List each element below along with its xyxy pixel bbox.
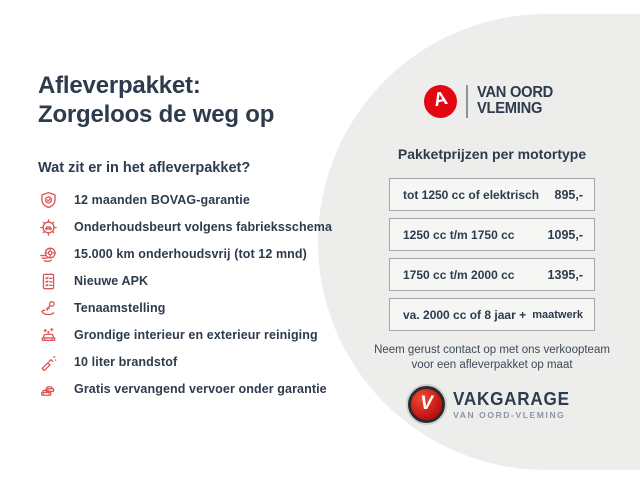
engine-type-label: va. 2000 cc of 8 jaar + [403, 307, 527, 322]
list-item-label: Onderhoudsbeurt volgens fabrieksschema [74, 220, 333, 235]
key-handover-icon [38, 298, 59, 319]
engine-type-label: tot 1250 cc of elektrisch [403, 187, 540, 202]
brand-monogram: A [431, 87, 450, 112]
engine-type-label: 1250 cc t/m 1750 cc [403, 227, 515, 242]
list-item-label: Gratis vervangend vervoer onder garantie [74, 382, 327, 397]
list-item-label: 10 liter brandstof [74, 355, 178, 370]
vakgarage-v-icon [408, 386, 445, 423]
table-row [389, 258, 595, 291]
price-value: 1095,- [547, 227, 583, 242]
list-item [38, 298, 332, 319]
page-title-line2: Zorgeloos de weg op [38, 101, 275, 128]
price-value: 895,- [554, 187, 583, 202]
wheel-mileage-icon [38, 244, 59, 265]
list-item [38, 190, 332, 211]
list-item [38, 352, 332, 373]
page-title-line1: Afleverpakket: [38, 72, 201, 99]
vakgarage-name: VAKGARAGE [453, 388, 570, 409]
table-row [389, 218, 595, 251]
vakgarage-logo [389, 386, 595, 423]
brand-a-icon [424, 85, 457, 118]
list-item [38, 379, 332, 400]
checklist-heading: Wat zit er in het afleverpakket? [38, 160, 251, 176]
list-item [38, 217, 332, 238]
shield-check-icon [38, 190, 59, 211]
list-item [38, 325, 332, 346]
vakgarage-text [453, 390, 576, 420]
apk-checklist-icon [38, 271, 59, 292]
logo-divider [466, 85, 468, 118]
vakgarage-monogram: V [420, 392, 433, 414]
service-gear-car-icon [38, 217, 59, 238]
list-item [38, 271, 332, 292]
list-item-label: 15.000 km onderhoudsvrij (tot 12 mnd) [74, 247, 307, 262]
checklist [38, 190, 332, 400]
list-item-label: 12 maanden BOVAG-garantie [74, 193, 250, 208]
contact-note [369, 343, 615, 373]
van-oord-vleming-logo [389, 84, 595, 118]
engine-type-label: 1750 cc t/m 2000 cc [403, 267, 515, 282]
page-title [38, 71, 358, 129]
list-item-label: Tenaamstelling [74, 301, 166, 316]
price-value: 1395,- [547, 267, 583, 282]
list-item-label: Grondige interieur en exterieur reiniging [74, 328, 318, 343]
list-item-label: Nieuwe APK [74, 274, 149, 289]
table-row [389, 178, 595, 211]
price-table [389, 178, 595, 338]
price-value: maatwerk [532, 308, 583, 321]
replacement-cars-icon [38, 379, 59, 400]
car-cleaning-icon [38, 325, 59, 346]
list-item [38, 244, 332, 265]
fuel-pump-icon [38, 352, 59, 373]
contact-note-line1: Neem gerust contact op met ons verkoopteam [374, 344, 610, 356]
vakgarage-subtitle: VAN OORD-VLEMING [453, 409, 566, 420]
table-row [389, 298, 595, 331]
brand-name [477, 85, 553, 117]
brand-name-line1: VAN OORD [477, 84, 554, 101]
contact-note-line2: voor een afleverpakket op maat [411, 359, 573, 371]
brand-name-line2: VLEMING [477, 100, 543, 117]
pricing-heading: Pakketprijzen per motortype [397, 146, 587, 162]
